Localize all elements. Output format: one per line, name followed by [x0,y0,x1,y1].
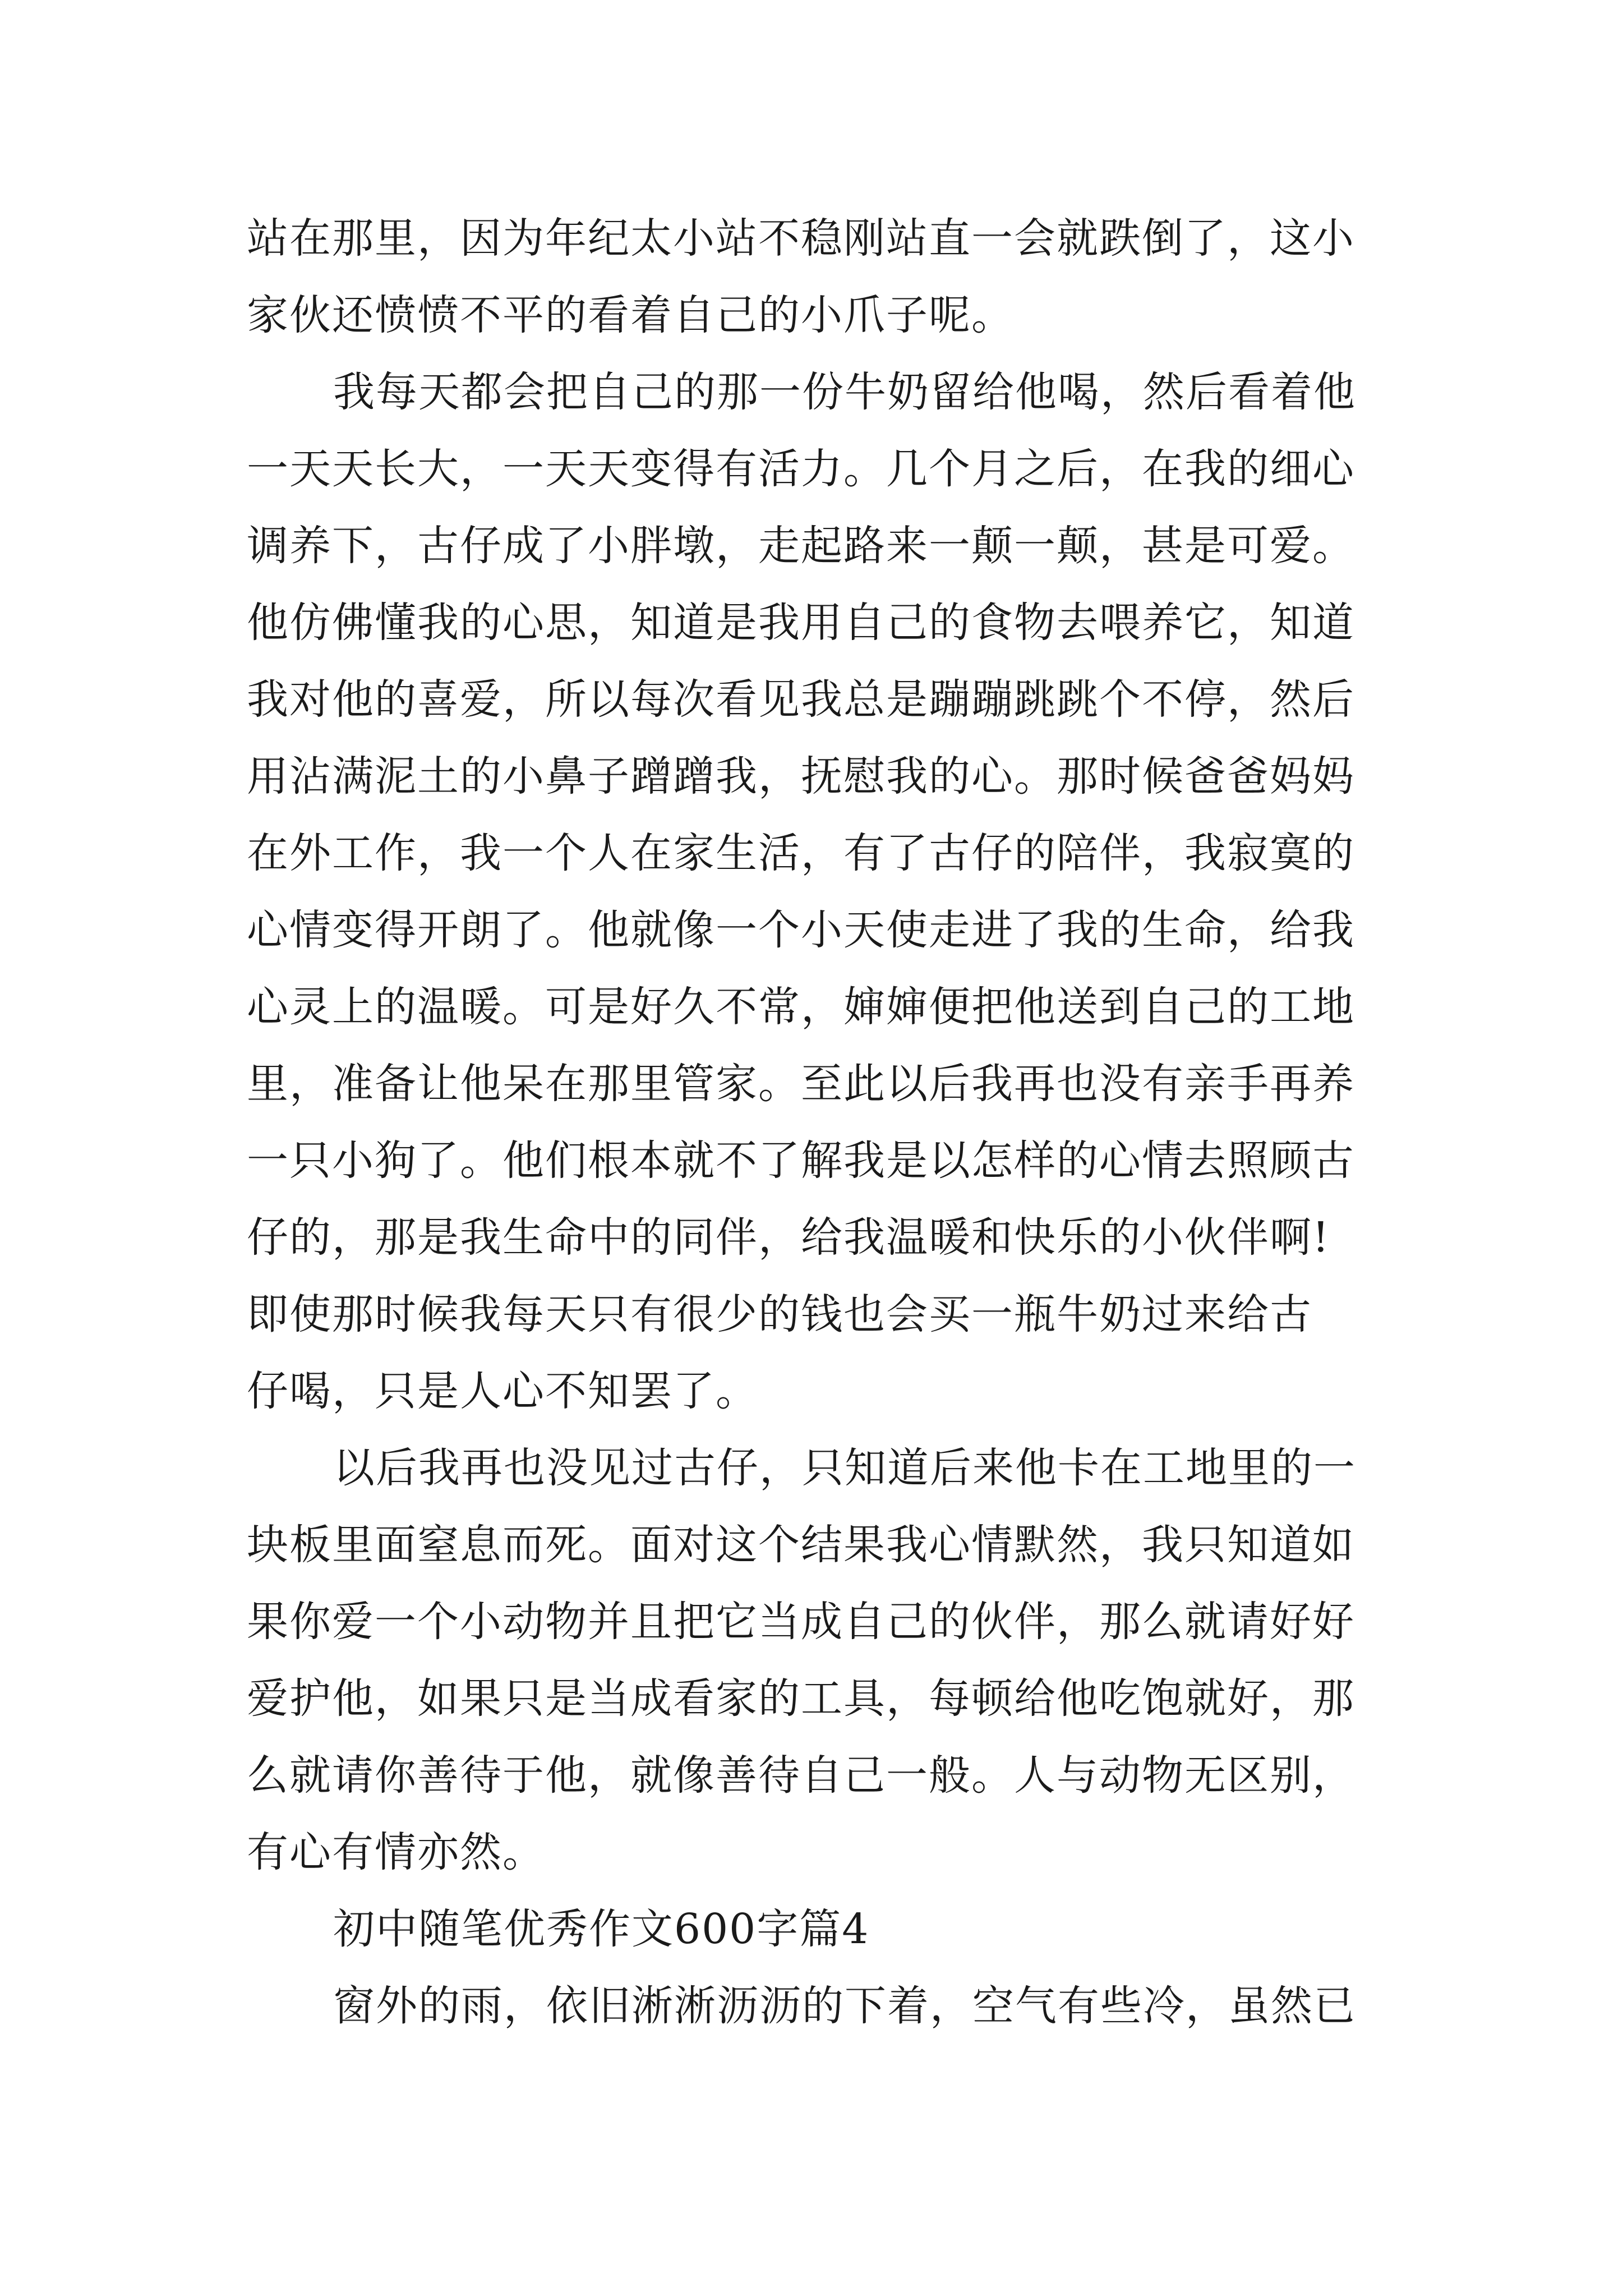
text-line-13: 一只小狗了。他们根本就不了解我是以怎样的心情去照顾古 [247,1137,1355,1185]
text-line-18: 块板里面窒息而死。面对这个结果我心情默然，我只知道如 [247,1521,1355,1569]
text-line-9: 在外工作，我一个人在家生活，有了古仔的陪伴，我寂寞的 [247,829,1355,877]
text-line-11: 心灵上的温暖。可是好久不常，婶婶便把他送到自己的工地 [247,983,1355,1031]
text-line-5: 调养下，古仔成了小胖墩，走起路来一颠一颠，甚是可爱。 [247,522,1355,570]
text-line-20: 爱护他，如果只是当成看家的工具，每顿给他吃饱就好，那 [247,1674,1355,1723]
text-line-6: 他仿佛懂我的心思，知道是我用自己的食物去喂养它，知道 [247,599,1355,647]
text-line-10: 心情变得开朗了。他就像一个小天使走进了我的生命，给我 [247,906,1355,954]
text-line-7: 我对他的喜爱，所以每次看见我总是蹦蹦跳跳个不停，然后 [247,675,1355,724]
text-line-1: 站在那里，因为年纪太小站不稳刚站直一会就跌倒了，这小 [247,214,1355,263]
text-line-17: 以后我再也没见过古仔，只知道后来他卡在工地里的一 [333,1444,1356,1492]
text-line-8: 用沾满泥土的小鼻子蹭蹭我，抚慰我的心。那时候爸爸妈妈 [247,752,1355,800]
text-line-19: 果你爱一个小动物并且把它当成自己的伙伴，那么就请好好 [247,1598,1355,1646]
text-line-3: 我每天都会把自己的那一份牛奶留给他喝，然后看着他 [333,368,1356,416]
section-heading: 初中随笔优秀作文600字篇4 [333,1905,870,1953]
text-line-16: 仔喝，只是人心不知罢了。 [247,1367,758,1415]
text-line-12: 里，准备让他呆在那里管家。至此以后我再也没有亲手再养 [247,1060,1355,1108]
text-line-4: 一天天长大，一天天变得有活力。几个月之后，在我的细心 [247,445,1355,493]
text-line-2: 家伙还愤愤不平的看着自己的小爪子呢。 [247,291,1014,339]
text-line-14: 仔的，那是我生命中的同伴，给我温暖和快乐的小伙伴啊! [247,1213,1330,1262]
text-line-15: 即使那时候我每天只有很少的钱也会买一瓶牛奶过来给古 [247,1290,1312,1338]
text-line-21: 么就请你善待于他，就像善待自己一般。人与动物无区别， [247,1751,1355,1800]
text-line-22: 有心有情亦然。 [247,1828,545,1876]
text-line-24: 窗外的雨，依旧淅淅沥沥的下着，空气有些冷，虽然已 [333,1982,1356,2030]
